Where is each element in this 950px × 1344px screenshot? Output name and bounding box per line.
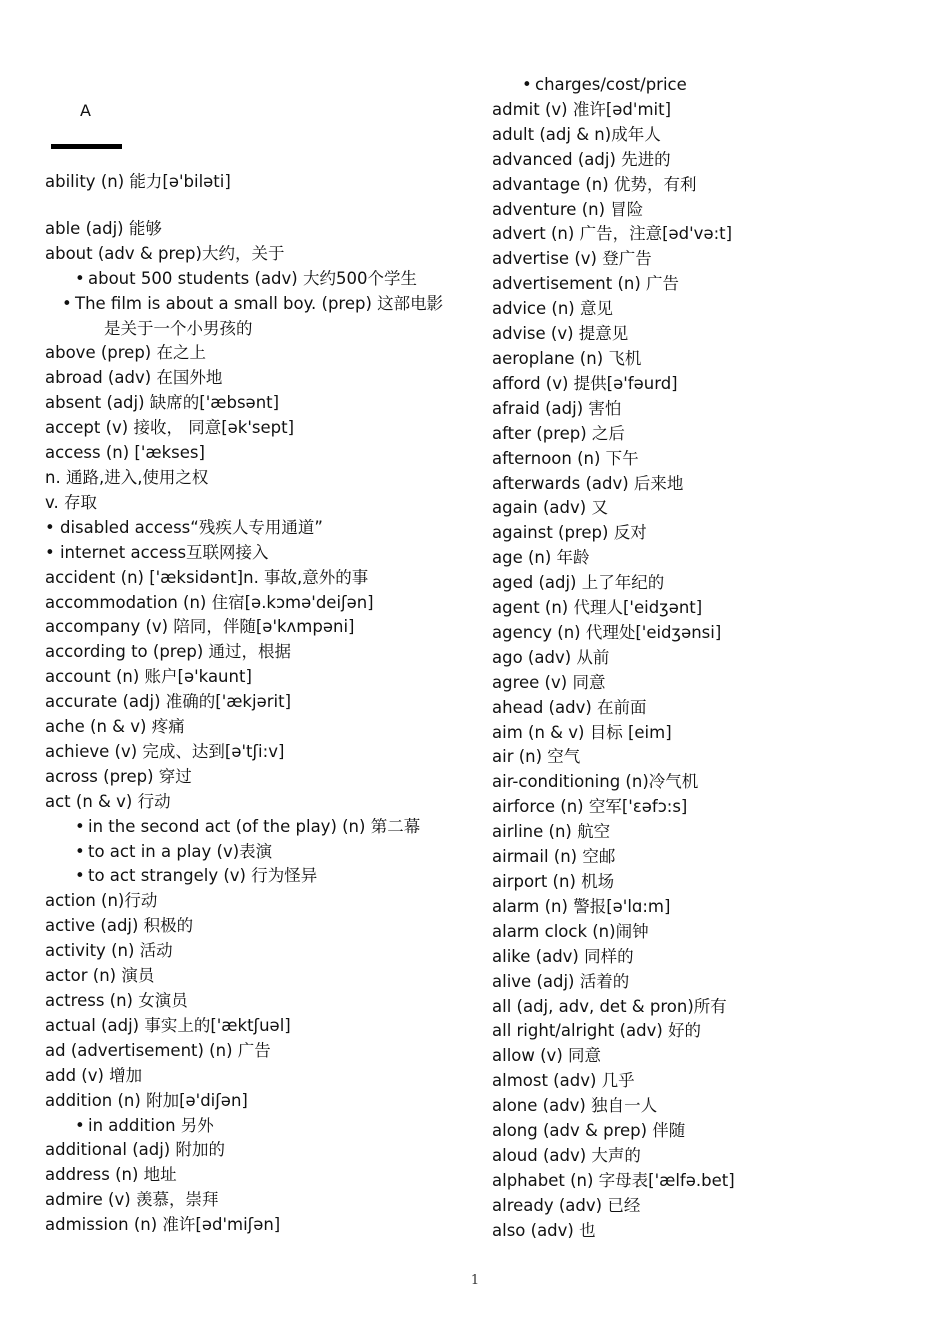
vocab-entry: • internet access互联网接入 (45, 542, 269, 562)
vocab-entry: actor (n) 演员 (45, 966, 155, 986)
vocab-entry: advantage (n) 优势，有利 (492, 174, 697, 194)
vocab-entry: n. 通路,进入,使用之权 (45, 467, 209, 487)
vocab-entry: aloud (adv) 大声的 (492, 1145, 641, 1165)
vocab-entry: ago (adv) 从前 (492, 647, 610, 667)
vocab-entry: admit (v) 准许[əd'mit] (492, 99, 672, 119)
vocab-entry: advanced (adj) 先进的 (492, 149, 671, 169)
vocab-entry: airmail (n) 空邮 (492, 847, 616, 867)
vocab-entry: airforce (n) 空军['ɛəfɔ:s] (492, 797, 688, 817)
section-letter-heading: A (80, 101, 91, 120)
vocab-entry: adventure (n) 冒险 (492, 199, 644, 219)
vocab-entry: almost (adv) 几乎 (492, 1071, 635, 1091)
vocab-entry: about (adv & prep)大约，关于 (45, 243, 285, 263)
vocab-entry: airport (n) 机场 (492, 872, 615, 891)
example-line (45, 267, 465, 292)
vocab-entry: advise (v) 提意见 (492, 324, 629, 344)
vocab-entry: agent (n) 代理人['eidʒənt] (492, 598, 703, 618)
entry-text: to act strangely (v) 行为怪异 (88, 866, 318, 886)
vocab-entry: afraid (adj) 害怕 (492, 398, 622, 418)
vocab-entry: access (n) ['ækses] (45, 443, 205, 463)
page-number: 1 (470, 1273, 480, 1288)
vocab-entry: accurate (adj) 准确的['ækjərit] (45, 692, 292, 712)
vocab-entry: according to (prep) 通过，根据 (45, 642, 292, 662)
vocab-entry: • disabled access“残疾人专用通道” (45, 517, 323, 537)
vocab-entry: again (adv) 又 (492, 498, 608, 518)
vocab-entry: accommodation (n) 住宿[ə.kɔmə'deiʃən] (45, 592, 374, 612)
vocab-entry: accompany (v) 陪同，伴随[ə'kʌmpəni] (45, 617, 355, 637)
vocab-entry: against (prep) 反对 (492, 523, 647, 543)
vocab-entry: admission (n) 准许[əd'miʃən] (45, 1215, 281, 1235)
vocab-entry: advert (n) 广告，注意[əd'və:t] (492, 224, 733, 244)
vocab-entry: alive (adj) 活着的 (492, 971, 630, 991)
example-line (45, 1114, 465, 1139)
vocab-entry: advertisement (n) 广告 (492, 274, 680, 294)
example-line (45, 840, 465, 865)
vocab-entry: ache (n & v) 疼痛 (45, 717, 185, 737)
vocab-entry: ability (n) 能力[ə'biləti] (45, 172, 231, 191)
vocab-entry: along (adv & prep) 伴随 (492, 1121, 686, 1141)
vocab-entry: all (adj, adv, det & pron)所有 (492, 996, 727, 1016)
vocab-entry: across (prep) 穿过 (45, 766, 192, 786)
right-column (492, 73, 922, 1244)
vocab-entry: air (n) 空气 (492, 747, 581, 767)
vocab-entry: alone (adv) 独自一人 (492, 1096, 658, 1116)
vocab-entry: additional (adj) 附加的 (45, 1140, 225, 1160)
example-line (45, 864, 465, 889)
vocab-entry: actress (n) 女演员 (45, 991, 188, 1010)
vocab-entry: action (n)行动 (45, 891, 158, 911)
vocab-entry: accept (v) 接收， 同意[ək'sept] (45, 418, 295, 438)
entry-text: in addition 另外 (88, 1115, 214, 1135)
vocab-entry: age (n) 年龄 (492, 548, 590, 568)
vocab-entry: achieve (v) 完成、达到[ə'tʃi:v] (45, 741, 285, 761)
vocab-entry: accident (n) ['æksidənt]n. 事故,意外的事 (45, 567, 369, 587)
vocab-entry: account (n) 账户[ə'kaunt] (45, 667, 252, 687)
entry-text: about 500 students (adv) 大约500个学生 (88, 268, 417, 288)
entry-text: charges/cost/price (535, 75, 687, 94)
left-column (45, 170, 465, 1238)
vocab-entry: allow (v) 同意 (492, 1046, 601, 1066)
entry-text: in the second act (of the play) (n) 第二幕 (88, 816, 421, 836)
vocab-entry: afterwards (adv) 后来地 (492, 473, 684, 493)
vocab-entry: advice (n) 意见 (492, 299, 613, 319)
example-line (45, 292, 468, 342)
vocab-entry: alphabet (n) 字母表['ælfə.bet] (492, 1170, 735, 1190)
vocab-entry: act (n & v) 行动 (45, 791, 171, 811)
entry-text-continued: 是关于一个小男孩的 (104, 318, 253, 338)
vocab-entry: advertise (v) 登广告 (492, 249, 652, 269)
vocab-entry: already (adv) 已经 (492, 1195, 641, 1215)
heading-rule (51, 144, 122, 149)
vocab-entry: able (adj) 能够 (45, 218, 162, 238)
example-line (492, 73, 922, 98)
vocab-entry: aged (adj) 上了年纪的 (492, 573, 665, 593)
vocab-entry: addition (n) 附加[ə'diʃən] (45, 1090, 248, 1110)
vocab-entry: add (v) 增加 (45, 1065, 143, 1085)
vocab-entry: alarm (n) 警报[ə'lɑ:m] (492, 896, 671, 916)
entry-text: The film is about a small boy. (prep) 这部电影 (75, 293, 444, 313)
vocab-entry: agency (n) 代理处['eidʒənsi] (492, 622, 722, 642)
vocab-entry: aeroplane (n) 飞机 (492, 348, 642, 368)
entry-text: to act in a play (v)表演 (88, 841, 273, 861)
vocab-entry: alarm clock (n)闹钟 (492, 921, 649, 941)
vocab-entry: ad (advertisement) (n) 广告 (45, 1040, 271, 1060)
vocab-entry: address (n) 地址 (45, 1165, 177, 1185)
vocab-entry: all right/alright (adv) 好的 (492, 1021, 702, 1041)
vocab-entry: v. 存取 (45, 492, 97, 512)
vocab-entry: adult (adj & n)成年人 (492, 124, 661, 144)
vocab-entry: activity (n) 活动 (45, 941, 173, 961)
vocab-entry: afford (v) 提供[ə'fəurd] (492, 373, 678, 393)
vocab-entry: above (prep) 在之上 (45, 343, 206, 363)
vocab-entry: absent (adj) 缺席的['æbsənt] (45, 393, 280, 413)
vocab-entry: ahead (adv) 在前面 (492, 697, 647, 717)
example-line (45, 815, 465, 840)
vocab-entry: abroad (adv) 在国外地 (45, 368, 223, 388)
vocab-entry: agree (v) 同意 (492, 672, 606, 692)
vocab-entry: actual (adj) 事实上的['æktʃuəl] (45, 1015, 291, 1035)
vocab-entry: alike (adv) 同样的 (492, 946, 634, 966)
vocab-entry: admire (v) 羡慕，崇拜 (45, 1190, 219, 1210)
vocab-entry: after (prep) 之后 (492, 423, 625, 443)
vocab-entry: aim (n & v) 目标 [eim] (492, 722, 672, 742)
vocab-entry: air-conditioning (n)冷气机 (492, 772, 699, 792)
vocab-entry: active (adj) 积极的 (45, 916, 194, 936)
vocab-entry: afternoon (n) 下午 (492, 448, 639, 468)
vocab-entry: also (adv) 也 (492, 1220, 596, 1240)
vocab-entry: airline (n) 航空 (492, 822, 611, 842)
